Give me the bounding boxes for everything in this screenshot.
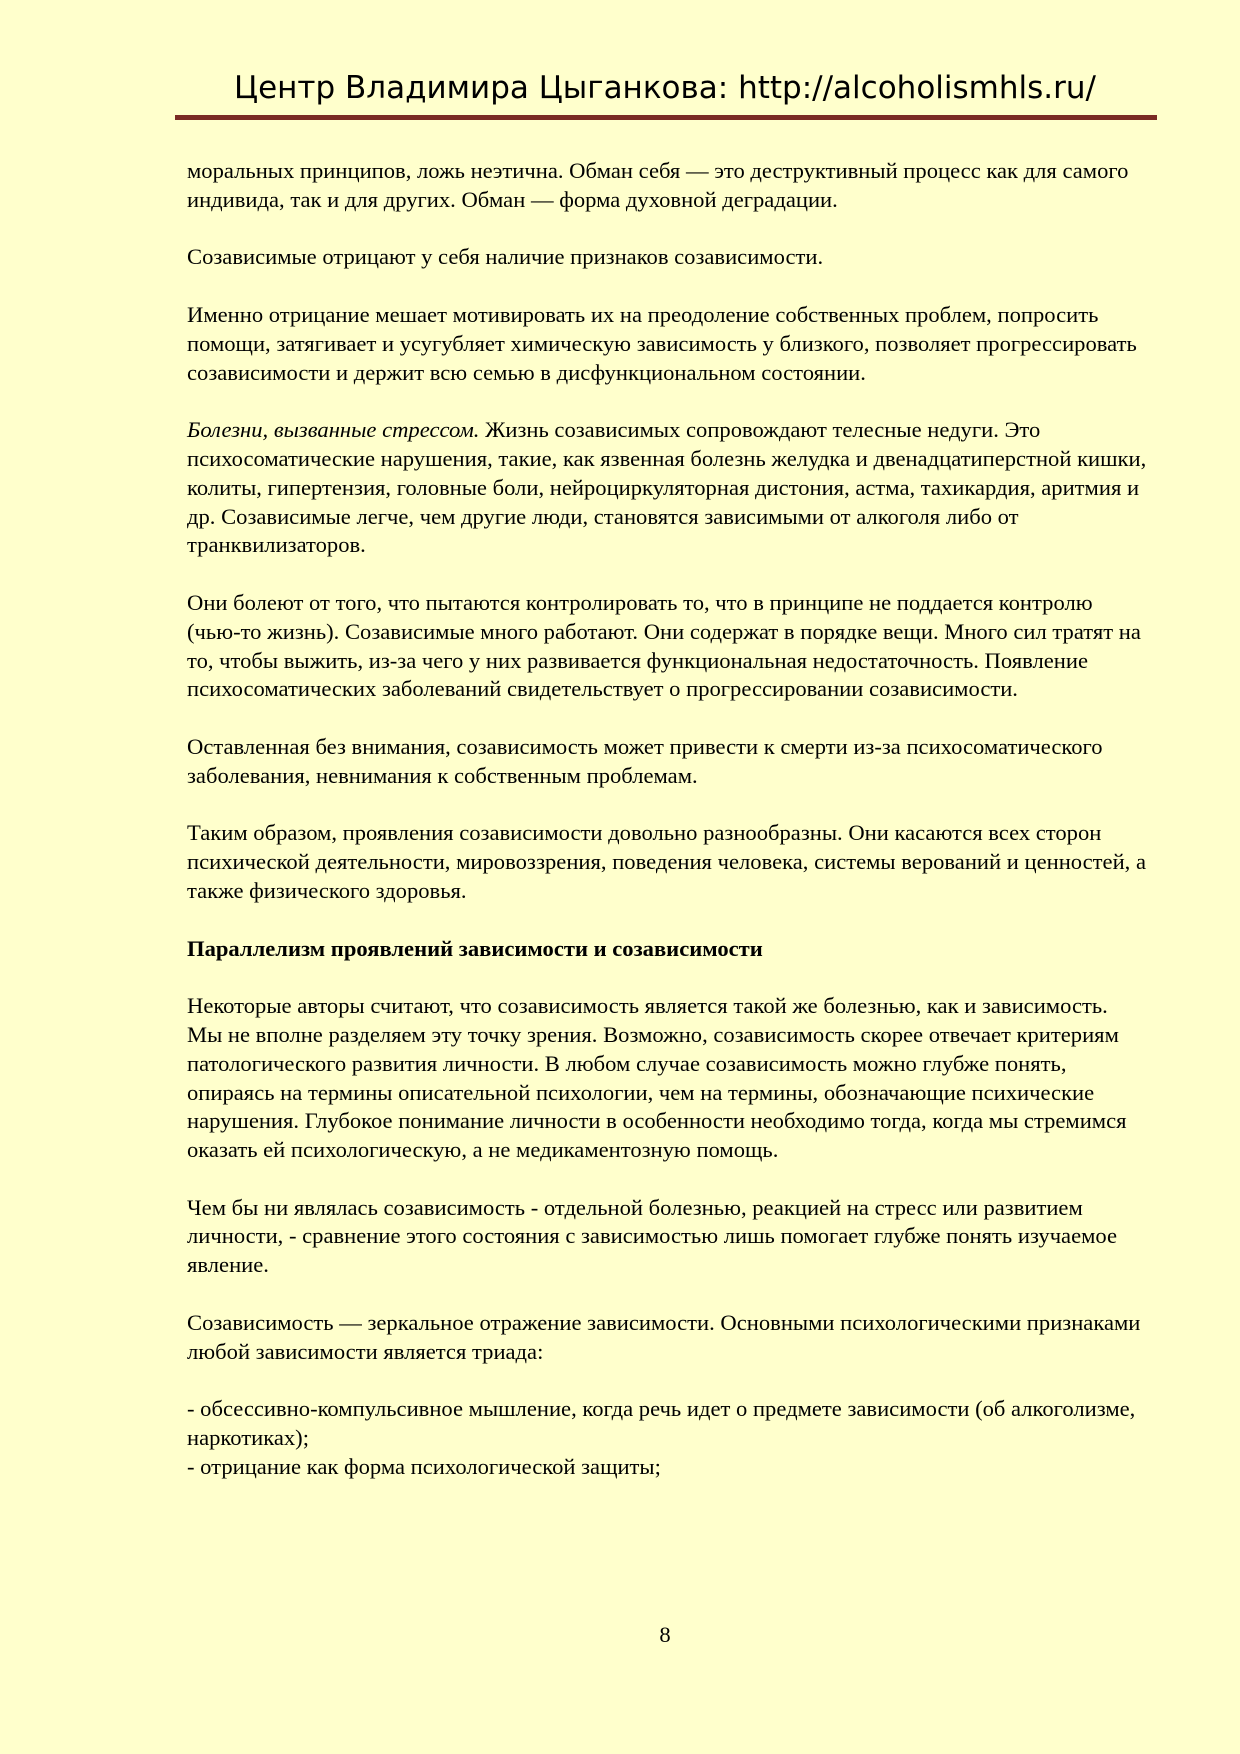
list-item: - отрицание как форма психологической защиты; [187,1453,661,1479]
paragraph [187,416,1147,560]
paragraph: Они болеют от того, что пытаются контролировать то, что в принципе не поддается контролю (чью-то жизнь). Созависимые много работают. Они содержат в порядке вещи. Много сил тратят на то, чтобы выжить, из-за чего у них развивается функциональная недостаточность. Появление психосоматических заболеваний свидетельствует о прогрессировании созависимости. [187,589,1141,702]
document-body [187,157,1147,1482]
paragraph: Созависимые отрицают у себя наличие признаков созависимости. [187,244,824,270]
paragraph: Чем бы ни являлась созависимость - отдельной болезнью, реакцией на стресс или развитием личности, - сравнение этого состояния с зависимостью лишь помогает глубже понять изучаемое явление. [187,1194,1118,1278]
paragraph-italic-lead: Болезни, вызванные стрессом. [187,417,480,443]
list-item: - обсессивно-компульсивное мышление, когда речь идет о предмете зависимости (об алкоголизме, наркотиках); [187,1396,1136,1451]
header-divider [175,115,1157,120]
paragraph: Оставленная без внимания, созависимость может привести к смерти из-за психосоматического заболевания, невнимания к собственным проблемам. [187,733,1103,788]
paragraph: Таким образом, проявления созависимости довольно разнообразны. Они касаются всех сторон психической деятельности, мировоззрения, поведения человека, системы верований и ценностей, а также физического здоровья. [187,820,1146,903]
paragraph: Именно отрицание мешает мотивировать их на преодоление собственных проблем, попросить помощи, затягивает и усугубляет химическую зависимость у близкого, позволяет прогрессировать созависимости и держит всю семью в дисфункциональном состоянии. [187,301,1137,385]
paragraph: Созависимость — зеркальное отражение зависимости. Основными психологическими признаками любой зависимости является триада: [187,1309,1141,1364]
page-number: 8 [659,1622,671,1647]
paragraph: моральных принципов, ложь неэтична. Обман себя — это деструктивный процесс как для самого индивида, так и для других. Обман — форма духовной деградации. [187,158,1129,212]
paragraph: Некоторые авторы считают, что созависимость является такой же болезнью, как и зависимость. Мы не вполне разделяем эту точку зрения. Возможно, созависимость скорее отвечает критериям патологического развития личности. В любом случае созависимость можно глубже понять, опираясь на термины описательной психологии, чем на термины, обозначающие психические нарушения. Глубокое понимание личности в особенности необходимо тогда, когда мы стремимся оказать ей психологическую, а не медикаментозную помощь. [187,993,1127,1163]
section-heading: Параллелизм проявлений зависимости и созависимости [187,935,763,961]
page-header-title: Центр Владимира Цыганкова: http://alcoholismhls.ru/ [234,70,1096,106]
paragraph-text: Жизнь созависимых сопровождают телесные недуги. Это психосоматические нарушения, такие, как язвенная болезнь желудка и двенадцатиперстной кишки, колиты, гипертензия, головные боли, нейроциркуляторная дистония, астма, тахикардия, аритмия и др. Созависимые легче, чем другие люди, становятся зависимыми от алкоголя либо от транквилизаторов. [187,417,1147,558]
